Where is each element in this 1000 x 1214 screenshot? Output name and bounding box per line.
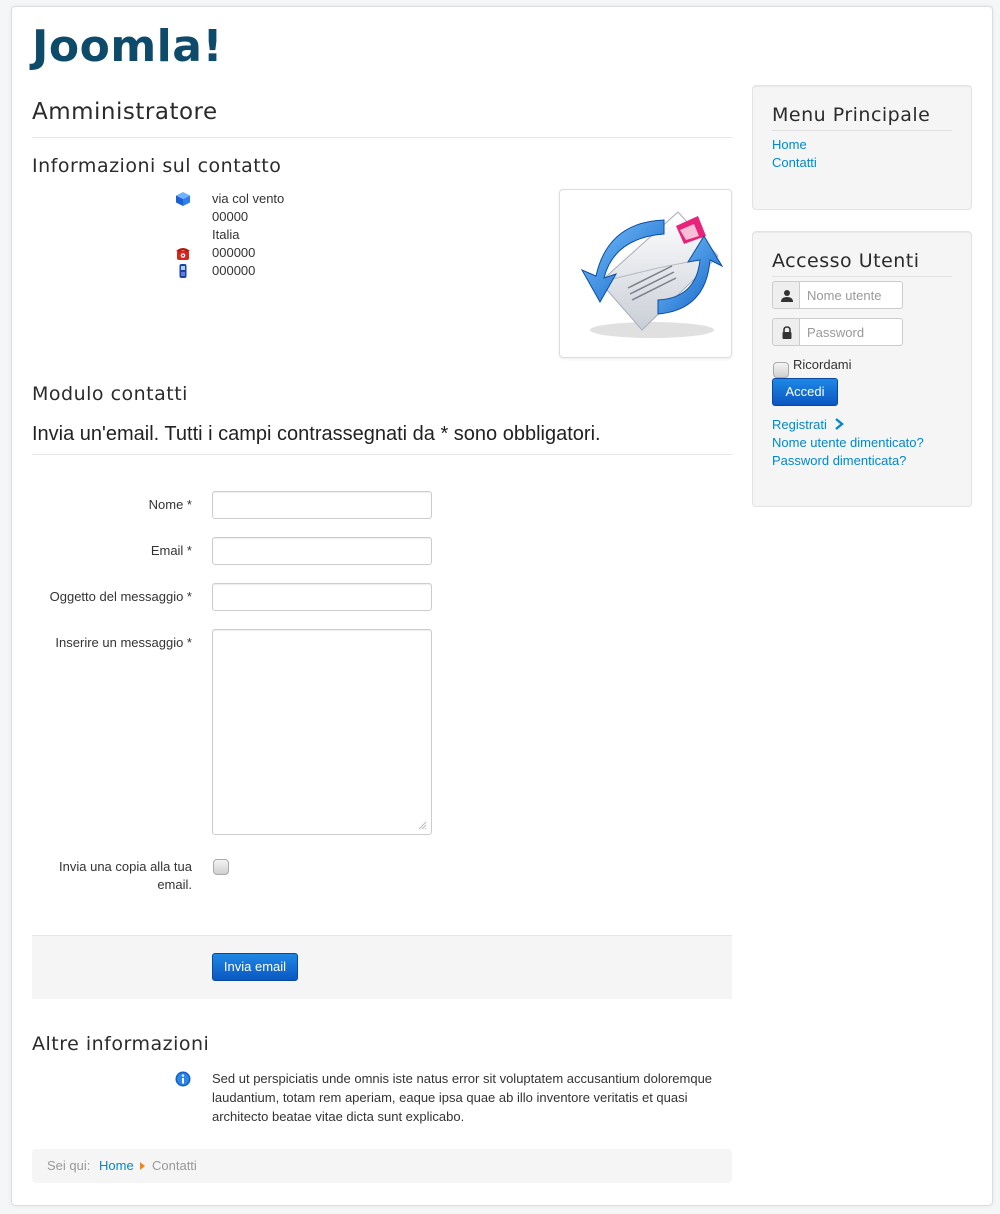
- address-zip: 00000: [212, 209, 249, 224]
- misc-text: Sed ut perspiciatis unde omnis iste natus error sit voluptatem accusantium doloremque laudantium, totam rem aperiam, eaque ipsa quae ab illo inventore veritatis et quasi architecto beatae vitae dicta sunt explicabo.: [212, 1071, 713, 1124]
- envelope-icon: [560, 190, 731, 357]
- mobile-icon: [175, 263, 191, 279]
- register-link-label: Registrati: [772, 417, 827, 432]
- remember-label: Ricordami: [793, 357, 852, 372]
- page-title: Amministratore: [32, 99, 218, 125]
- address-icon: [175, 191, 191, 207]
- register-link[interactable]: [772, 416, 844, 434]
- breadcrumb-current: Contatti: [152, 1158, 197, 1173]
- name-input[interactable]: [212, 491, 432, 519]
- telephone-value: 000000: [212, 245, 256, 260]
- message-textarea[interactable]: [212, 629, 432, 835]
- form-instructions: Invia un'email. Tutti i campi contrassegnati da * sono obbligatori.: [32, 423, 601, 445]
- breadcrumb: [32, 1149, 732, 1183]
- password-input[interactable]: [799, 318, 903, 346]
- subject-label: Oggetto del messaggio *: [49, 589, 192, 604]
- email-input[interactable]: [212, 537, 432, 565]
- login-button[interactable]: Accedi: [772, 378, 838, 406]
- copy-label: Invia una copia alla tua email.: [59, 859, 192, 892]
- user-icon: [772, 281, 800, 309]
- menu-item-home[interactable]: Home: [772, 137, 807, 152]
- page-container: [11, 6, 993, 1206]
- username-group: [772, 281, 903, 309]
- login-module: [752, 231, 972, 507]
- telephone-icon: [175, 245, 191, 261]
- send-email-button[interactable]: Invia email: [212, 953, 298, 981]
- contact-image: [559, 189, 732, 358]
- email-label: Email *: [150, 543, 192, 558]
- breadcrumb-divider-icon: [140, 1162, 145, 1170]
- message-label: Inserire un messaggio *: [55, 635, 192, 650]
- divider: [32, 454, 732, 455]
- breadcrumb-home-link[interactable]: Home: [99, 1158, 134, 1173]
- login-heading: Accesso Utenti: [772, 250, 920, 272]
- main-menu-heading: Menu Principale: [772, 104, 931, 126]
- lock-icon: [772, 318, 800, 346]
- username-input[interactable]: [799, 281, 903, 309]
- resize-grip-icon[interactable]: [417, 820, 427, 830]
- chevron-right-icon: [834, 418, 844, 430]
- copy-checkbox[interactable]: [213, 859, 229, 875]
- subject-input[interactable]: [212, 583, 432, 611]
- main-menu-module: [752, 85, 972, 210]
- name-label: Nome *: [148, 497, 192, 512]
- mobile-value: 000000: [212, 263, 256, 278]
- contact-info-heading: Informazioni sul contatto: [32, 155, 282, 177]
- divider: [772, 276, 952, 277]
- form-actions: [32, 935, 732, 999]
- password-group: [772, 318, 903, 346]
- address-street: via col vento: [212, 191, 285, 206]
- forgot-password-link[interactable]: Password dimenticata?: [772, 453, 907, 468]
- address-country: Italia: [212, 227, 240, 242]
- breadcrumb-prefix: Sei qui:: [47, 1158, 91, 1173]
- menu-item-contatti[interactable]: Contatti: [772, 155, 817, 170]
- misc-heading: Altre informazioni: [32, 1033, 210, 1055]
- contact-form-heading: Modulo contatti: [32, 383, 188, 405]
- forgot-username-link[interactable]: Nome utente dimenticato?: [772, 435, 924, 450]
- info-icon: [175, 1071, 191, 1087]
- divider: [772, 130, 952, 131]
- divider: [32, 137, 732, 138]
- site-brand[interactable]: Joomla!: [32, 21, 224, 72]
- remember-checkbox[interactable]: [773, 362, 789, 378]
